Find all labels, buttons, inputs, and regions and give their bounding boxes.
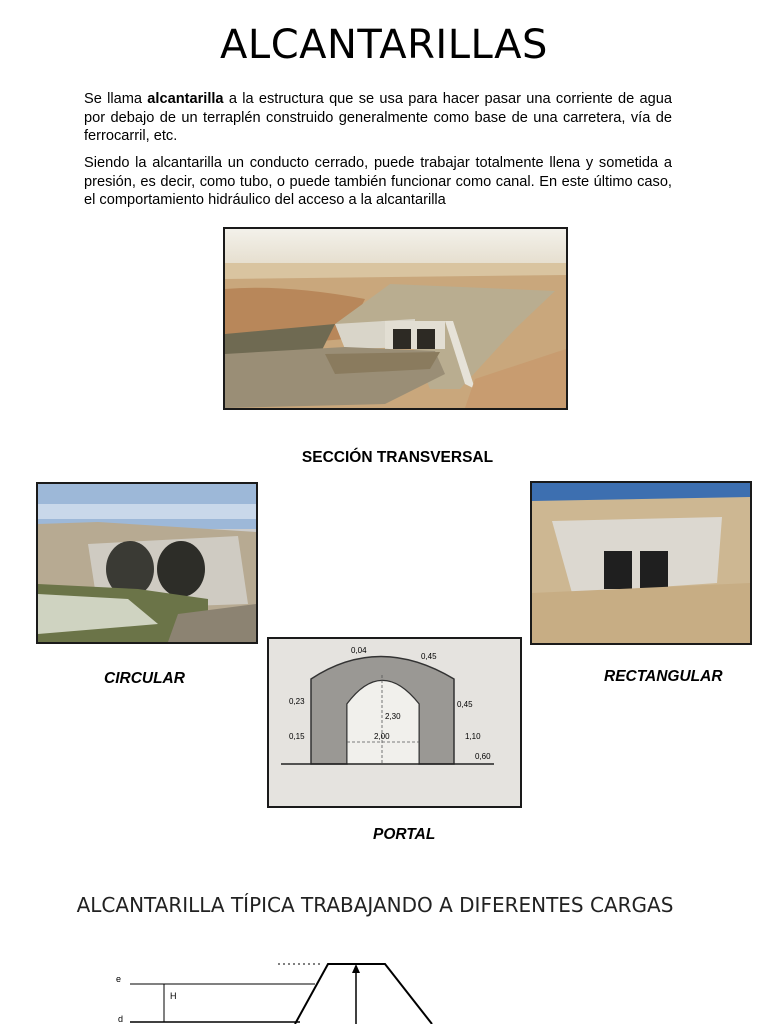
portal-label-right-side: 1,10: [465, 732, 481, 741]
caption-portal: PORTAL: [373, 826, 436, 843]
intro-paragraph-1: [84, 90, 672, 146]
section-heading: SECCIÓN TRANSVERSAL: [301, 449, 494, 466]
circular-culvert-photo: [36, 482, 258, 644]
diagram-label-d: d: [118, 1014, 124, 1024]
portal-label-right-mid: 0,45: [457, 700, 473, 709]
portal-label-base: 2,00: [374, 732, 390, 741]
diagram-label-h: H: [170, 991, 177, 1001]
caption-rectangular: RECTANGULAR: [604, 668, 723, 685]
portal-label-left-lower: 0,15: [289, 732, 305, 741]
portal-label-top-right: 0,45: [421, 652, 437, 661]
intro-bold-term: alcantarilla: [147, 91, 224, 107]
portal-label-right-low: 0,60: [475, 752, 491, 761]
bottom-title: ALCANTARILLA TÍPICA TRABAJANDO A DIFERENTES CARGAS: [76, 893, 674, 917]
culvert-photo: [223, 227, 568, 410]
intro-text-1b: a la estructura que se usa para hacer pasar una corriente de agua por debajo de un terraplén construido generalmente como base de una carretera, vía de ferrocarril, etc.: [84, 91, 672, 144]
culvert-load-diagram: [100, 955, 460, 1024]
caption-circular: CIRCULAR: [104, 670, 185, 687]
portal-drawing: [267, 637, 522, 808]
diagram-label-e: e: [116, 974, 122, 984]
intro-text-1a: Se llama: [84, 91, 148, 107]
portal-label-height: 2,30: [385, 712, 401, 721]
rectangular-culvert-photo: [530, 481, 752, 645]
page-title: ALCANTARILLAS: [220, 22, 548, 68]
intro-paragraph-2: Siendo la alcantarilla un conducto cerrado, puede trabajar totalmente llena y sometida a presión, es decir, como tubo, o puede también funcionar como canal. En este último caso, el comportamiento hidráulico del acceso a la alcantarilla: [84, 155, 672, 208]
portal-label-left-upper: 0,23: [289, 697, 305, 706]
portal-label-top: 0,04: [351, 646, 367, 655]
